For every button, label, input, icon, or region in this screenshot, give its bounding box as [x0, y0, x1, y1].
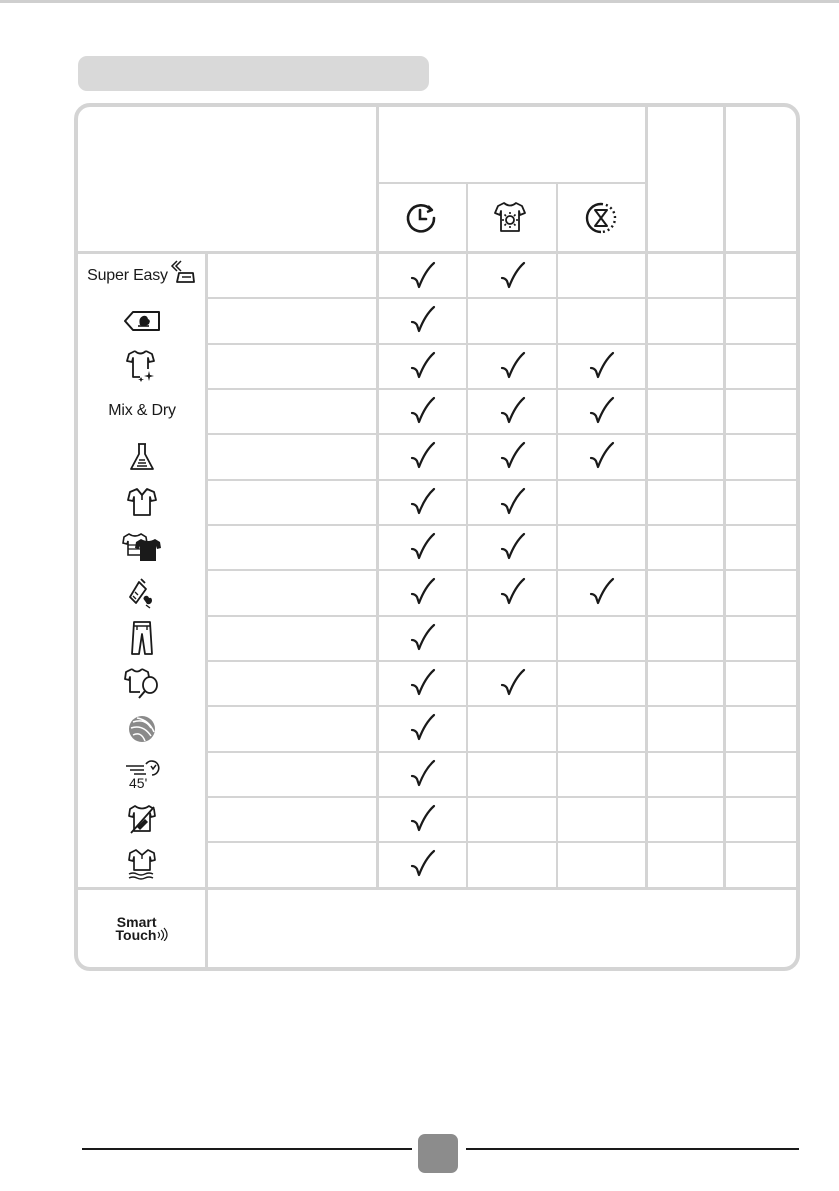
time-saving-icon: [584, 201, 618, 235]
row-divider: [205, 343, 796, 345]
tick-mark-quick: [588, 396, 616, 426]
grid-vline: [556, 182, 558, 889]
tick-mark-dry: [499, 487, 527, 517]
tick-mark-delay: [409, 532, 437, 562]
rapid-45-icon: [122, 757, 162, 791]
hand-wash-crossed-icon: [127, 803, 157, 835]
program-icon-jeans: [78, 616, 206, 660]
program-icon-hand-wash: [78, 797, 206, 841]
jeans-icon: [129, 620, 155, 656]
program-icon-dark-clothes: [78, 525, 206, 569]
tick-mark-dry: [499, 577, 527, 607]
smart-touch-line1: Smart: [116, 913, 157, 930]
row-divider: [205, 297, 796, 299]
mix-dry-label: Mix & Dry: [108, 402, 176, 419]
drying-shirt-sun-icon: [493, 200, 527, 234]
program-icon-cotton-shirt: [78, 480, 206, 524]
tick-mark-delay: [409, 849, 437, 879]
grid-hline: [376, 182, 646, 184]
tick-mark-delay: [409, 487, 437, 517]
row-divider: [205, 660, 796, 662]
footer-line-left: [82, 1148, 412, 1150]
row-divider: [205, 569, 796, 571]
program-icon-delicates: [78, 298, 206, 343]
tick-mark-delay: [409, 577, 437, 607]
row-divider: [205, 433, 796, 435]
grid-vline: [723, 107, 726, 889]
delay-start-clock-icon: [404, 201, 438, 235]
sport-shirt-racket-icon: [124, 667, 160, 699]
program-icon-baby: [78, 570, 206, 615]
program-icon-sport: [78, 661, 206, 705]
program-icon-rinse: [78, 842, 206, 887]
section-title-bar: [78, 56, 429, 91]
dark-shirts-icon: [122, 531, 162, 563]
smart-touch-line2: Touch: [115, 926, 157, 943]
tick-mark-delay: [409, 261, 437, 291]
tick-mark-dry: [499, 396, 527, 426]
row-divider: [205, 841, 796, 843]
tick-mark-dry: [499, 351, 527, 381]
programme-options-table: [74, 103, 800, 971]
row-divider: [205, 796, 796, 798]
nfc-waves-icon: [156, 927, 168, 941]
program-icon-rapid: [78, 752, 206, 796]
tick-mark-delay: [409, 441, 437, 471]
tick-mark-delay: [409, 396, 437, 426]
delicate-tag-icon: [123, 310, 161, 332]
program-icon-shirt-sparkle: [78, 344, 206, 388]
tick-mark-delay: [409, 668, 437, 698]
rapid-45-label: 45': [129, 775, 148, 791]
grid-vline: [645, 107, 648, 889]
program-icon-hygiene: [78, 434, 206, 479]
wool-ball-icon: [127, 714, 157, 744]
tick-mark-quick: [588, 351, 616, 381]
flask-icon: [129, 442, 155, 472]
polo-shirt-icon: [127, 487, 157, 517]
program-icon-super-easy: [78, 254, 206, 297]
tick-mark-delay: [409, 623, 437, 653]
grid-vline: [376, 107, 379, 889]
row-divider: [205, 479, 796, 481]
row-divider: [205, 705, 796, 707]
iron-icon: [169, 260, 197, 284]
shirt-sparkle-icon: [126, 349, 158, 383]
smart-touch-logo: [78, 890, 206, 967]
row-divider: [205, 388, 796, 390]
tick-mark-dry: [499, 441, 527, 471]
row-divider: [205, 524, 796, 526]
rinse-shirt-icon: [126, 848, 158, 882]
program-icon-mix-dry: [78, 389, 206, 433]
top-edge-line: [0, 0, 839, 3]
super-easy-label: Super Easy: [87, 266, 168, 284]
tick-mark-delay: [409, 713, 437, 743]
tick-mark-delay: [409, 759, 437, 789]
tick-mark-quick: [588, 577, 616, 607]
tick-mark-delay: [409, 305, 437, 335]
row-divider: [205, 615, 796, 617]
tick-mark-dry: [499, 532, 527, 562]
tick-mark-dry: [499, 261, 527, 291]
tick-mark-delay: [409, 351, 437, 381]
page-number-badge: [418, 1134, 458, 1173]
tick-mark-delay: [409, 804, 437, 834]
row-divider: [205, 751, 796, 753]
program-icon-wool: [78, 706, 206, 751]
baby-bottle-icon: [127, 577, 157, 609]
tick-mark-dry: [499, 668, 527, 698]
tick-mark-quick: [588, 441, 616, 471]
smart-touch-text: [115, 913, 157, 943]
footer-line-right: [466, 1148, 799, 1150]
grid-vline: [466, 182, 468, 889]
